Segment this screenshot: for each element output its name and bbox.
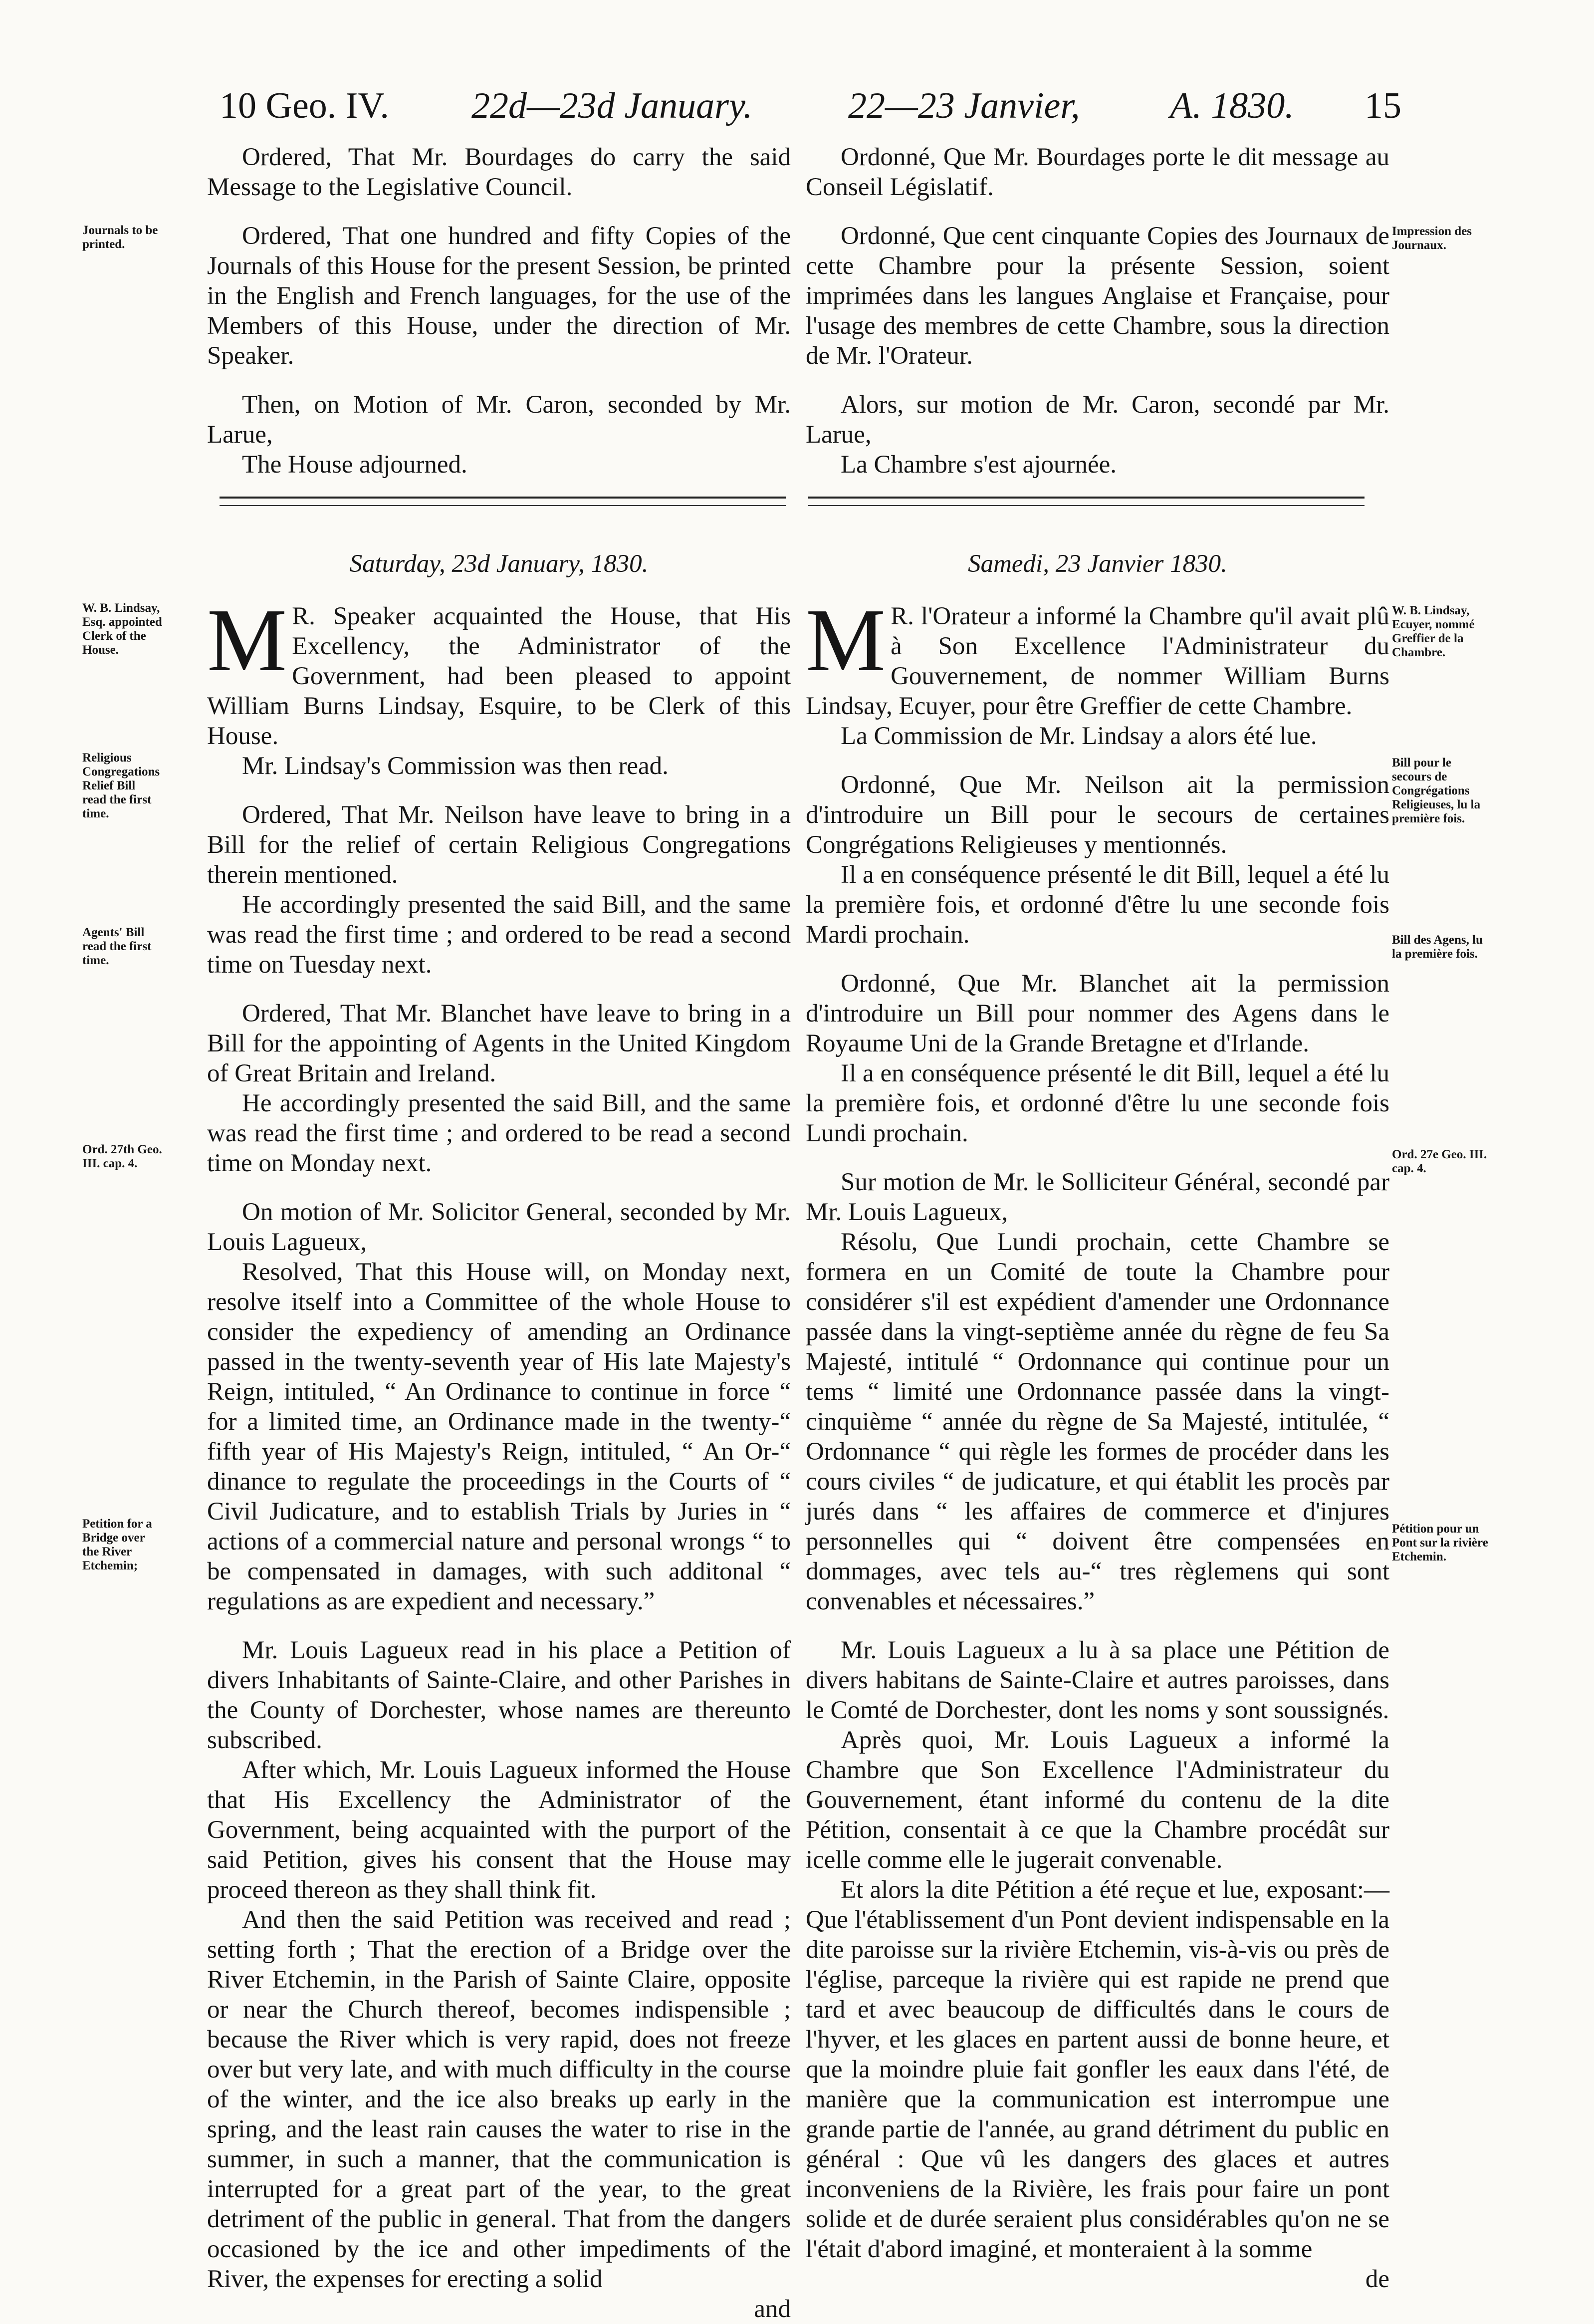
para-en-setting-forth: And then the said Petition was received and read ; setting forth ; That the erection of a Bridge over the River Etchemin, in the Parish of Sainte Claire, opposite or near the Church thereof, becomes indispensible ; because the River which is very rapid, does not freeze over but very late, and with much difficulty in the course of the winter, and the ice also breaks up early in the spring, and the least rain causes the water to rise in the summer, in such a manner, that the communication is interrupted for a great part of the year, to the great detriment of the public in general. That from the dangers occasioned by the ice and other impediments of the River, the expenses for erecting a solid [207,1906,791,2293]
para-en-lindsay-text: R. Speaker acquainted the House, that His Excellency, the Administrator of the Government, had been pleased to appoint William Burns Lindsay, Esquire, to be Clerk of this House. [207,602,791,750]
para-fr-exposant: Et alors la dite Pétition a été reçue et lue, exposant:— Que l'établissement d'un Pont devient indispensable en la dite paroisse sur la rivière Etchemin, vis-à-vis ou près de l'église, parceque la rivière qui est rapide ne prend que tard et avec beaucoup de difficultés dans le cours de l'hyver, et les glaces en partent aussi de bonne heure, et que la moindre pluie fait gonfler les eaux dans l'été, de manière que la communication est interrompue une grande partie de l'année, au grand détriment du public en général : Que vû les dangers des glaces et autres inconveniens de la Rivière, les frais pour faire un pont solide et de durée seraient plus considérables qu'on ne se l'était d'abord imaginé, et monteraient à la somme [806,1876,1389,2263]
para-en-consent: After which, Mr. Louis Lagueux informed the House that His Excellency the Administrator of the Government, being acquainted with the purport of the said Petition, gives his consent that the House may proceed thereon as they shall think fit. [207,1756,791,1904]
para-fr-lindsay-text: R. l'Orateur a informé la Chambre qu'il avait plû à Son Excellence l'Administrateur du Gouvernement, de nommer William Burns Lindsay, Ecuyer, pour être Greffier de cette Chambre. [806,602,1389,720]
date-heading-fr: Samedi, 23 Janvier 1830. [968,550,1227,578]
day-rule-en [220,497,786,499]
margin-note-journals-fr: Impression des Journaux. [1392,225,1472,252]
para-fr-neilson-lu: Il a en conséquence présenté le dit Bill, lequel a été lu la première fois, et ordonné d'être lu une seconde fois Mardi prochain. [806,861,1389,949]
day-rule-fr [808,497,1365,499]
header-folio: 10 Geo. IV. [220,85,389,126]
margin-note-lindsay-fr: W. B. Lindsay, Ecuyer, nommé Greffier de la Chambre. [1392,604,1475,659]
margin-note-lindsay-en: W. B. Lindsay, Esq. appointed Clerk of the House. [82,601,162,657]
para-fr-journaux: Ordonné, Que cent cinquante Copies des Journaux de cette Chambre pour la présente Session, soient imprimées dans les langues Anglaise et Française, pour l'usage des membres de cette Chambre, sous la direction de Mr. l'Orateur. [806,222,1389,370]
para-fr-lindsay [806,590,1389,721]
para-en-adjourned: The House adjourned. [242,451,467,479]
para-fr-ajournee: La Chambre s'est ajournée. [841,451,1117,479]
margin-note-agents-fr: Bill des Agens, lu la première fois. [1392,933,1483,961]
date-heading-en: Saturday, 23d January, 1830. [349,550,649,578]
para-fr-solliciteur: Sur motion de Mr. le Solliciteur Général, secondé par Mr. Louis Lagueux, [806,1168,1389,1226]
dropcap-en: M [207,590,287,690]
para-en-petition: Mr. Louis Lagueux read in his place a Petition of divers Inhabitants of Sainte-Claire, and other Parishes in the County of Dorchester, whose names are thereunto subscribed. [207,1636,791,1754]
catchword-fr: de [1365,2265,1389,2293]
para-en-motion-caron: Then, on Motion of Mr. Caron, seconded by Mr. Larue, [207,391,791,449]
para-en-solicitor: On motion of Mr. Solicitor General, seconded by Mr. Louis Lagueux, [207,1198,791,1256]
header-year: A. 1830. [1170,85,1294,126]
margin-note-journals-en: Journals to be printed. [82,224,158,251]
margin-note-petition-en: Petition for a Bridge over the River Etchemin; [82,1517,152,1572]
margin-note-religious-en: Religious Congregations Relief Bill read the first time. [82,751,160,820]
para-fr-resolu: Résolu, Que Lundi prochain, cette Chambre se formera en un Comité de toute la Chambre pour considérer s'il est expédient d'amender une Ordonnance passée dans la vingt-septième année du règne de feu Sa Majesté, intitulé “ Ordonnance qui continue pour un tems “ limité une Ordonnance passée dans la vingt-cinquième “ année du règne de Sa Majesté, intitulée, “ Ordonnance “ qui règle les formes de procéder dans les cours civiles “ de judicature, et qui établit les procès par jurés dans “ les affaires de commerce et d'injures personnelles qui “ doivent être compensées en dommages, avec tels au-“ tres règlemens qui sont convenables et nécessaires.” [806,1228,1389,1615]
para-en-bourdages: Ordered, That Mr. Bourdages do carry the said Message to the Legislative Council. [207,143,791,201]
para-fr-blanchet: Ordonné, Que Mr. Blanchet ait la permission d'introduire un Bill pour nommer des Agens dans le Royaume Uni de la Grande Bretagne et d'Irlande. [806,970,1389,1057]
para-fr-neilson: Ordonné, Que Mr. Neilson ait la permission d'introduire un Bill pour le secours de certaines Congrégations Religieuses y mentionnés. [806,771,1389,859]
section-23-fr [806,549,1389,2294]
para-en-neilson: Ordered, That Mr. Neilson have leave to bring in a Bill for the relief of certain Religious Congregations therein mentioned. [207,801,791,889]
header-dates-fr: 22—23 Janvier, [848,85,1080,126]
margin-note-ordinance-en: Ord. 27th Geo. III. cap. 4. [82,1143,162,1170]
header-page-number: 15 [1365,85,1401,126]
para-fr-petition: Mr. Louis Lagueux a lu à sa place une Pétition de divers habitans de Sainte-Claire et autres paroisses, dans le Comté de Dorchester, dont les noms y sont soussignés. [806,1636,1389,1724]
margin-note-religious-fr: Bill pour le secours de Congrégations Religieuses, lu la première fois. [1392,756,1481,825]
para-fr-motion-caron: Alors, sur motion de Mr. Caron, secondé par Mr. Larue, [806,391,1389,449]
para-en-commission: Mr. Lindsay's Commission was then read. [242,752,669,780]
section-22-en [207,142,791,480]
para-en-resolved: Resolved, That this House will, on Monday next, resolve itself into a Committee of the whole House to consider the expediency of amending an Ordinance passed in the twenty-seventh year of His late Majesty's Reign, intituled, “ An Ordinance to continue in force “ for a limited time, an Ordinance made in the twenty-“ fifth year of His Majesty's Reign, intituled, “ An Or-“ dinance to regulate the proceedings in the Courts of “ Civil Judicature, and to establish Trials by Juries in “ actions of a commercial nature and personal wrongs “ to be compensated in damages, with such additonal “ regulations as are expedient and necessary.” [207,1258,791,1615]
margin-note-ordinance-fr: Ord. 27e Geo. III. cap. 4. [1392,1148,1487,1175]
section-23-en [207,549,791,2324]
para-en-neilson-read: He accordingly presented the said Bill, and the same was read the first time ; and ordered to be read a second time on Tuesday next. [207,891,791,979]
margin-note-petition-fr: Pétition pour un Pont sur la rivière Etchemin. [1392,1522,1488,1563]
para-en-lindsay [207,590,791,751]
dropcap-fr: M [806,590,886,690]
para-fr-bourdages: Ordonné, Que Mr. Bourdages porte le dit message au Conseil Législatif. [806,143,1389,201]
para-fr-commission: La Commission de Mr. Lindsay a alors été lue. [841,722,1317,750]
para-fr-consentement: Après quoi, Mr. Louis Lagueux a informé la Chambre que Son Excellence l'Administrateur du Gouvernement, étant informé du contenu de la dite Pétition, consentait à ce que la Chambre procédât sur icelle comme elle le jugerait convenable. [806,1726,1389,1874]
day-rule-en-thin [220,505,786,506]
para-en-blanchet-read: He accordingly presented the said Bill, and the same was read the first time ; and ordered to be read a second time on Monday next. [207,1089,791,1177]
para-en-blanchet: Ordered, That Mr. Blanchet have leave to bring in a Bill for the appointing of Agents in the United Kingdom of Great Britain and Ireland. [207,1000,791,1087]
section-22-fr [806,142,1389,480]
day-rule-fr-thin [808,505,1365,506]
para-fr-blanchet-lu: Il a en conséquence présenté le dit Bill, lequel a été lu la première fois, et ordonné d'être lu une seconde fois Lundi prochain. [806,1059,1389,1147]
header-dates-en: 22d—23d January. [471,85,753,126]
margin-note-agents-en: Agents' Bill read the first time. [82,926,152,967]
para-en-journals: Ordered, That one hundred and fifty Copies of the Journals of this House for the present Session, be printed in the English and French languages, for the use of the Members of this House, under the direction of Mr. Speaker. [207,222,791,370]
catchword-en: and [754,2295,791,2323]
